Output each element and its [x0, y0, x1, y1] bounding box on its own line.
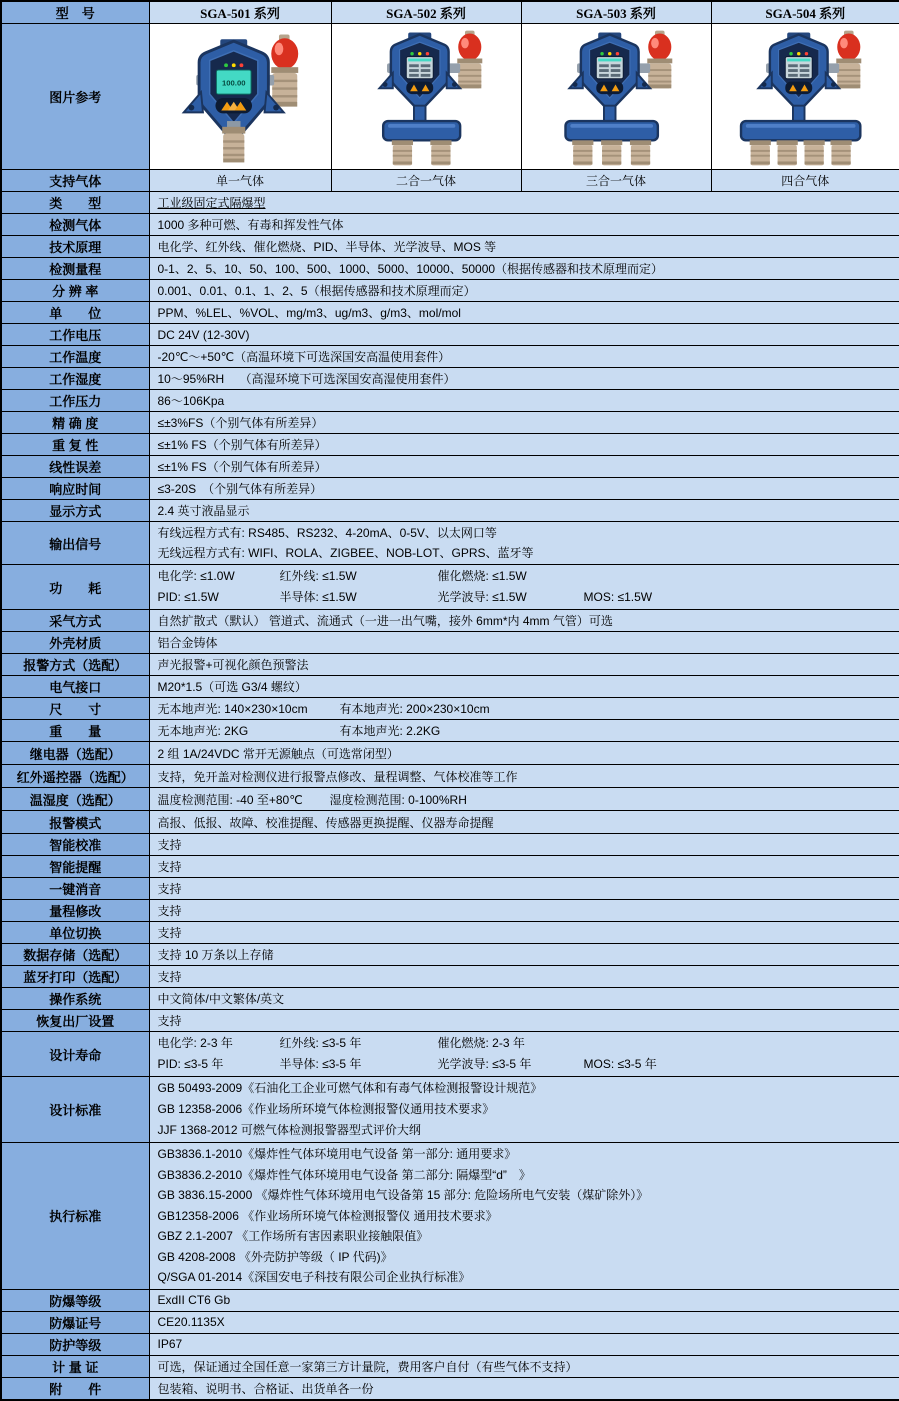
spec-row: [1, 478, 899, 500]
image-cell: [149, 24, 331, 170]
spec-label: 报警方式（选配）: [1, 654, 149, 676]
spec-value: 支持: [149, 900, 899, 922]
spec-value: ExdII CT6 Gb: [149, 1289, 899, 1311]
spec-item: 湿度检测范围: 0-100%RH: [329, 792, 467, 807]
spec-item: 光学波导: ≤3-5 年: [437, 1057, 532, 1071]
spec-value: ≤±1% FS（个别气体有所差异）: [149, 434, 899, 456]
spec-value: 电化学、红外线、催化燃烧、PID、半导体、光学波导、MOS 等: [149, 236, 899, 258]
sensor-probe: [392, 140, 413, 165]
spec-line: GB12358-2006 《作业场所环境气体检测报警仪 通用技术要求》: [157, 1208, 498, 1223]
spec-label: 精 确 度: [1, 412, 149, 434]
spec-value: 声光报警+可视化颜色预警法: [149, 654, 899, 676]
spec-line: [158, 1054, 892, 1075]
spec-row: [1, 676, 899, 698]
model-header-sga-502: SGA-502 系列: [331, 1, 521, 24]
spec-label: 工作湿度: [1, 368, 149, 390]
spec-value: 支持: [149, 922, 899, 944]
spec-label: 温湿度（选配）: [1, 788, 149, 811]
spec-value: [149, 1077, 899, 1143]
spec-line: GBZ 2.1-2007 《工作场所有害因素职业接触限值》: [157, 1229, 429, 1243]
spec-item: 催化燃烧: 2-3 年: [437, 1036, 525, 1050]
spec-row: [1, 1311, 899, 1333]
spec-label: 执行标准: [1, 1143, 149, 1290]
spec-value: 10～95%RH （高湿环境下可选深国安高湿使用套件）: [149, 368, 899, 390]
spec-value: 工业级固定式隔爆型: [149, 192, 899, 214]
spec-value: ≤±3%FS（个别气体有所差异）: [149, 412, 899, 434]
spec-row: [1, 368, 899, 390]
spec-value: 支持 10 万条以上存储: [149, 944, 899, 966]
spec-row: [1, 922, 899, 944]
spec-label: 数据存储（选配）: [1, 944, 149, 966]
product-image-sga-501: [151, 25, 329, 169]
spec-row: [1, 966, 899, 988]
spec-value: 支持: [149, 1010, 899, 1032]
spec-label: 蓝牙打印（选配）: [1, 966, 149, 988]
spec-label: 操作系统: [1, 988, 149, 1010]
product-image-sga-502: [337, 25, 515, 169]
spec-item: PID: ≤1.5W: [157, 590, 219, 604]
spec-row: [1, 192, 899, 214]
spec-item: 电化学: ≤1.0W: [157, 569, 235, 583]
spec-line: GB3836.1-2010《爆炸性气体环境用电气设备 第一部分: 通用要求》: [157, 1147, 517, 1161]
spec-label: 响应时间: [1, 478, 149, 500]
alarm-beacon-icon: [271, 34, 298, 106]
spec-label: 采气方式: [1, 610, 149, 632]
spec-value: [149, 1143, 899, 1290]
spec-label: 量程修改: [1, 900, 149, 922]
model-header-sga-503: SGA-503 系列: [521, 1, 711, 24]
spec-row: [1, 742, 899, 765]
spec-row: [1, 214, 899, 236]
spec-item: 有本地声光: 2.2KG: [339, 724, 441, 738]
spec-row: [1, 811, 899, 834]
spec-line: GB 50493-2009《石油化工企业可燃气体和有毒气体检测报警设计规范》: [157, 1081, 543, 1095]
spec-line: [158, 722, 892, 739]
spec-row: [1, 324, 899, 346]
spec-row: [1, 878, 899, 900]
spec-row: [1, 610, 899, 632]
spec-value: -20℃～+50℃（高温环境下可选深国安高温使用套件）: [149, 346, 899, 368]
gas-label: 支持气体: [1, 170, 149, 192]
spec-line: JJF 1368-2012 可燃气体检测报警器型式评价大纲: [157, 1123, 421, 1137]
spec-row: [1, 434, 899, 456]
spec-value: ≤3-20S （个别气体有所差异）: [149, 478, 899, 500]
spec-value: 0-1、2、5、10、50、100、500、1000、5000、10000、50000（根据传感器和技术原理而定）: [149, 258, 899, 280]
spec-label: 显示方式: [1, 500, 149, 522]
spec-row: [1, 1143, 899, 1290]
spec-item: 温度检测范围: -40 至+80℃: [157, 792, 303, 807]
spec-item: 红外线: ≤1.5W: [279, 569, 357, 583]
spec-row: [1, 390, 899, 412]
spec-label: 工作电压: [1, 324, 149, 346]
gas-value: 三合一气体: [521, 170, 711, 192]
spec-item: MOS: ≤3-5 年: [583, 1057, 657, 1071]
spec-item: 无本地声光: 140×230×10cm: [157, 702, 308, 716]
gas-value: 四合气体: [711, 170, 899, 192]
spec-line: [158, 1033, 892, 1054]
spec-label: 技术原理: [1, 236, 149, 258]
spec-item: 光学波导: ≤1.5W: [437, 590, 527, 604]
spec-label: 尺 寸: [1, 698, 149, 720]
spec-row: [1, 302, 899, 324]
spec-row: [1, 280, 899, 302]
sensor-probe: [430, 140, 451, 165]
sensor-probe: [601, 140, 622, 165]
spec-value: [149, 1032, 899, 1077]
spec-row: [1, 1077, 899, 1143]
spec-value: DC 24V (12-30V): [149, 324, 899, 346]
model-label: 型 号: [1, 1, 149, 24]
spec-value: 支持: [149, 878, 899, 900]
spec-line: [158, 566, 892, 587]
spec-label: 检测气体: [1, 214, 149, 236]
spec-label: 检测量程: [1, 258, 149, 280]
spec-row: [1, 900, 899, 922]
spec-line: GB 4208-2008 《外壳防护等级（ IP 代码)》: [157, 1249, 393, 1264]
spec-value: 1000 多种可燃、有毒和挥发性气体: [149, 214, 899, 236]
spec-label: 设计标准: [1, 1077, 149, 1143]
spec-line: [158, 791, 892, 808]
spec-value: [149, 720, 899, 742]
spec-row: [1, 456, 899, 478]
sensor-probe: [777, 140, 798, 165]
spec-row: [1, 988, 899, 1010]
spec-row: [1, 412, 899, 434]
spec-label: 红外遥控器（选配）: [1, 765, 149, 788]
spec-label: 工作压力: [1, 390, 149, 412]
spec-value: 包装箱、说明书、合格证、出货单各一份: [149, 1377, 899, 1400]
spec-label: 防爆证号: [1, 1311, 149, 1333]
sensor-probe: [804, 140, 825, 165]
product-image-sga-503: [527, 25, 705, 169]
spec-label: 智能提醒: [1, 856, 149, 878]
spec-row: [1, 565, 899, 610]
alarm-beacon-icon: [647, 30, 672, 88]
spec-value: 86～106Kpa: [149, 390, 899, 412]
spec-row: [1, 236, 899, 258]
spec-value: ≤±1% FS（个别气体有所差异）: [149, 456, 899, 478]
spec-item: 无本地声光: 2KG: [157, 724, 249, 738]
spec-value: 铝合金铸体: [149, 632, 899, 654]
model-header-sga-501: SGA-501 系列: [149, 1, 331, 24]
spec-value: 自然扩散式（默认） 管道式、流通式（一进一出气嘴，接外 6mm*内 4mm 气管）可选: [149, 610, 899, 632]
spec-line: 无线远程方式有: WIFI、ROLA、ZIGBEE、NOB-LOT、GPRS、蓝牙等: [157, 546, 534, 560]
spec-label: 重 量: [1, 720, 149, 742]
image-cell: [521, 24, 711, 170]
spec-row: [1, 500, 899, 522]
spec-item: PID: ≤3-5 年: [157, 1057, 224, 1071]
spec-row: [1, 1355, 899, 1377]
alarm-beacon-icon: [457, 30, 482, 88]
spec-item: 电化学: 2-3 年: [157, 1036, 233, 1050]
spec-value: CE20.1135X: [149, 1311, 899, 1333]
spec-value: [149, 698, 899, 720]
spec-row: [1, 944, 899, 966]
product-image-sga-504: [716, 25, 894, 169]
spec-row: [1, 1333, 899, 1355]
image-row: [1, 24, 899, 170]
spec-line: 有线远程方式有: RS485、RS232、4-20mA、0-5V、以太网口等: [157, 526, 497, 540]
spec-label: 智能校准: [1, 834, 149, 856]
spec-item: 催化燃烧: ≤1.5W: [437, 569, 527, 583]
spec-value: [149, 522, 899, 565]
spec-line: [158, 700, 892, 717]
spec-label: 恢复出厂设置: [1, 1010, 149, 1032]
spec-row: [1, 522, 899, 565]
spec-value: 支持，免开盖对检测仪进行报警点修改、量程调整、气体校准等工作: [149, 765, 899, 788]
spec-label: 分 辨 率: [1, 280, 149, 302]
spec-label: 重 复 性: [1, 434, 149, 456]
spec-label: 附 件: [1, 1377, 149, 1400]
spec-item: 有本地声光: 200×230×10cm: [339, 702, 490, 716]
spec-row: [1, 654, 899, 676]
alarm-beacon-icon: [837, 30, 862, 88]
gas-row: [1, 170, 899, 192]
spec-item: [584, 1033, 892, 1054]
spec-label: 线性误差: [1, 456, 149, 478]
spec-row: [1, 788, 899, 811]
spec-line: Q/SGA 01-2014《深国安电子科技有限公司企业执行标准》: [157, 1270, 471, 1284]
sensor-probe: [630, 140, 651, 165]
model-header-sga-504: SGA-504 系列: [711, 1, 899, 24]
spec-value: M20*1.5（可选 G3/4 螺纹）: [149, 676, 899, 698]
spec-line: GB 12358-2006《作业场所环境气体检测报警仪通用技术要求》: [157, 1102, 495, 1116]
spec-label: 输出信号: [1, 522, 149, 565]
spec-line: GB 3836.15-2000 《爆炸性气体环境用电气设备第 15 部分: 危险场所电气安装（煤矿除外）》: [157, 1188, 649, 1202]
spec-value: 2.4 英寸液晶显示: [149, 500, 899, 522]
spec-row: [1, 1010, 899, 1032]
spec-value: IP67: [149, 1333, 899, 1355]
sensor-probe: [572, 140, 593, 165]
spec-line: GB3836.2-2010《爆炸性气体环境用电气设备 第二部分: 隔爆型“d” 》: [157, 1167, 531, 1182]
spec-row: [1, 258, 899, 280]
spec-value: 支持: [149, 966, 899, 988]
spec-label: 类 型: [1, 192, 149, 214]
sensor-probe: [831, 140, 852, 165]
gas-value: 单一气体: [149, 170, 331, 192]
spec-value: 2 组 1A/24VDC 常开无源触点（可选常闭型）: [149, 742, 899, 765]
spec-row: [1, 1289, 899, 1311]
spec-label: 电气接口: [1, 676, 149, 698]
detector-screen-value: 100.00: [221, 77, 246, 87]
spec-label: 报警模式: [1, 811, 149, 834]
spec-label: 设计寿命: [1, 1032, 149, 1077]
model-header-row: [1, 1, 899, 24]
spec-label: 继电器（选配）: [1, 742, 149, 765]
spec-label: 防爆等级: [1, 1289, 149, 1311]
spec-label: 计 量 证: [1, 1355, 149, 1377]
sensor-probe: [750, 140, 771, 165]
spec-label: 单位切换: [1, 922, 149, 944]
spec-row: [1, 632, 899, 654]
spec-line: [158, 587, 892, 608]
spec-value: 支持: [149, 834, 899, 856]
spec-row: [1, 720, 899, 742]
spec-label: 外壳材质: [1, 632, 149, 654]
spec-value: PPM、%LEL、%VOL、mg/m3、ug/m3、g/m3、mol/mol: [149, 302, 899, 324]
image-label: 图片参考: [1, 24, 149, 170]
gas-value: 二合一气体: [331, 170, 521, 192]
spec-value: [149, 565, 899, 610]
image-cell: [711, 24, 899, 170]
spec-row: [1, 1032, 899, 1077]
spec-label: 一键消音: [1, 878, 149, 900]
spec-label: 功 耗: [1, 565, 149, 610]
spec-item: 红外线: ≤3-5 年: [279, 1036, 362, 1050]
spec-value: 中文简体/中文繁体/英文: [149, 988, 899, 1010]
spec-value: 可选，保证通过全国任意一家第三方计量院，费用客户自付（有些气体不支持）: [149, 1355, 899, 1377]
spec-item: MOS: ≤1.5W: [583, 590, 653, 604]
spec-item: [584, 566, 892, 587]
spec-label: 单 位: [1, 302, 149, 324]
spec-value: [149, 788, 899, 811]
spec-value: 高报、低报、故障、校准提醒、传感器更换提醒、仪器寿命提醒: [149, 811, 899, 834]
spec-value: 0.001、0.01、0.1、1、2、5（根据传感器和技术原理而定）: [149, 280, 899, 302]
spec-item: 半导体: ≤1.5W: [279, 590, 357, 604]
spec-value: 支持: [149, 856, 899, 878]
spec-row: [1, 856, 899, 878]
spec-label: 防护等级: [1, 1333, 149, 1355]
spec-row: [1, 834, 899, 856]
spec-row: [1, 698, 899, 720]
image-cell: [331, 24, 521, 170]
spec-row: [1, 346, 899, 368]
spec-item: 半导体: ≤3-5 年: [279, 1057, 362, 1071]
spec-row: [1, 765, 899, 788]
spec-label: 工作温度: [1, 346, 149, 368]
spec-row: [1, 1377, 899, 1400]
